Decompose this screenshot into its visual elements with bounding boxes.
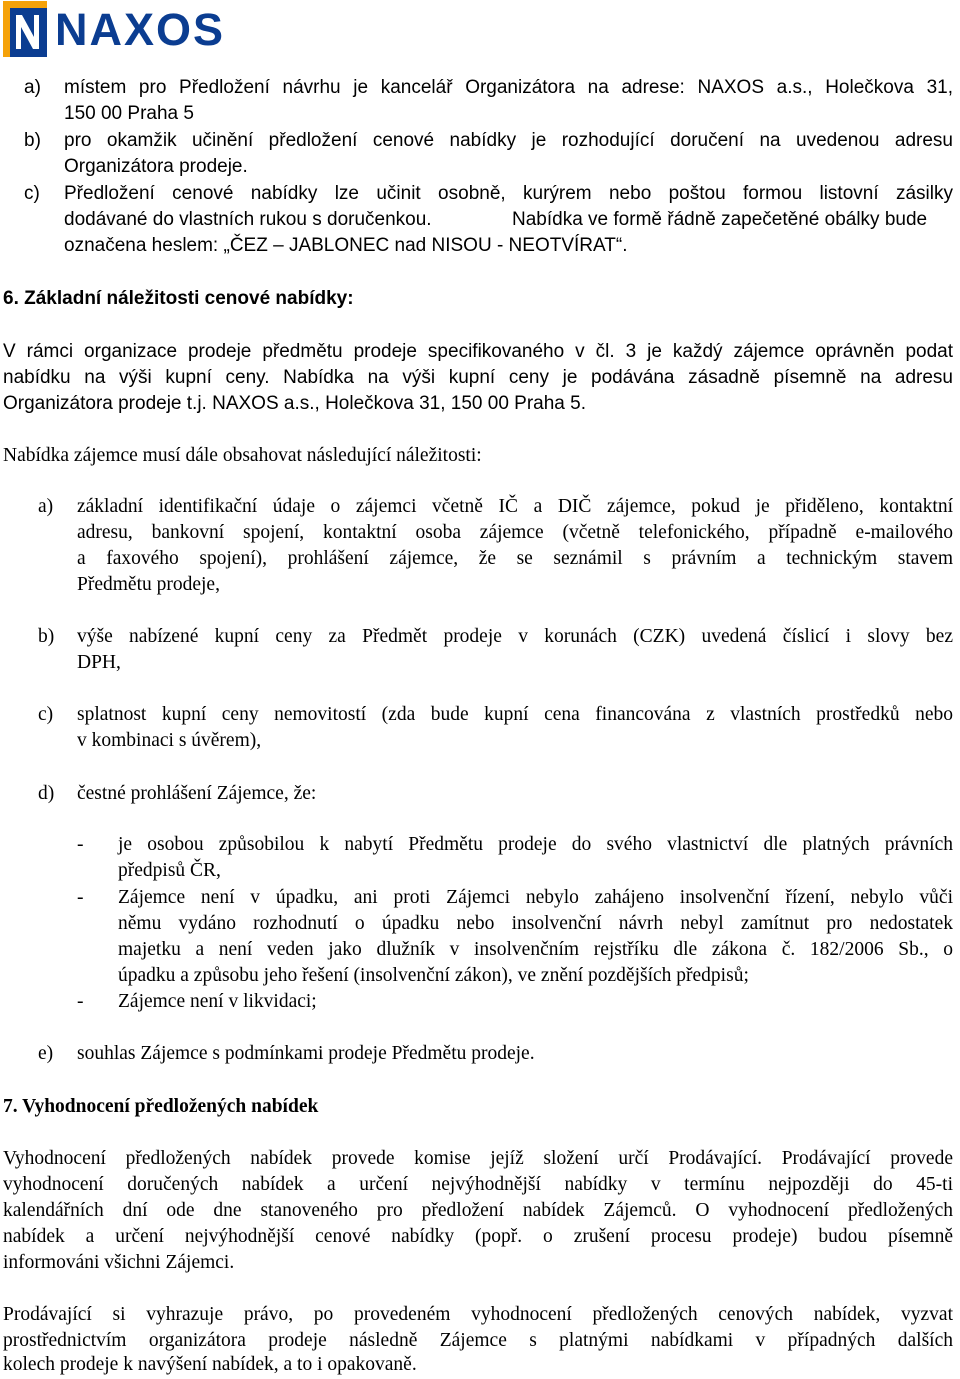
list-item-text: pro okamžik učinění předložení cenové nabídky je rozhodující doručení na uvedenou adresu	[64, 130, 953, 151]
paragraph-line: kalendářních dní ode dne stanoveného pro předložení nabídek Zájemců. O vyhodnocení předložených	[3, 1200, 953, 1221]
paragraph-line: nabídku na výši kupní ceny. Nabídka na výši kupní ceny je podávána zásadně písemně na adresu	[3, 367, 953, 388]
list-marker: e)	[38, 1043, 54, 1064]
list-item-text: základní identifikační údaje o zájemci včetně IČ a DIČ zájemce, pokud je přiděleno, kontaktní	[77, 496, 953, 517]
dash-item-text: předpisů ČR,	[118, 860, 221, 881]
list-item-text: Nabídka ve formě řádně zapečetěné obálky bude	[512, 209, 928, 230]
naxos-logo	[3, 0, 225, 58]
list-marker: b)	[38, 626, 55, 647]
list-item-text: 150 00 Praha 5	[64, 103, 194, 124]
list-marker: a)	[24, 77, 41, 98]
list-item-text: Organizátora prodeje.	[64, 156, 248, 177]
list-item-text: výše nabízené kupní ceny za Předmět prodeje v korunách (CZK) uvedená číslicí i slovy bez	[77, 626, 953, 647]
paragraph-line: vyhodnocení doručených nabídek a určení nejvýhodnější nabídky v termínu nejpozději do 45-ti	[3, 1174, 953, 1195]
list-item-text: souhlas Zájemce s podmínkami prodeje Předmětu prodeje.	[77, 1043, 535, 1064]
section-7-heading: 7. Vyhodnocení předložených nabídek	[3, 1096, 319, 1117]
list-item-text: místem pro Předložení návrhu je kancelář Organizátora na adrese: NAXOS a.s., Holečkova 31,	[64, 77, 953, 98]
paragraph-line: prostřednictvím organizátora prodeje následně Zájemce s platnými nabídkami v případných dalších	[3, 1330, 953, 1351]
logo-text: NAXOS	[55, 3, 226, 55]
section-6-heading: 6. Základní náležitosti cenové nabídky:	[3, 288, 354, 309]
paragraph-line: nabídek a určení nejvýhodnější cenové nabídky (popř. o zrušení procesu prodeje) budou písemně	[3, 1226, 953, 1247]
paragraph-line: V rámci organizace prodeje předmětu prodeje specifikovaného v čl. 3 je každý zájemce oprávněn podat	[3, 341, 953, 362]
paragraph-line: informováni všichni Zájemci.	[3, 1252, 235, 1273]
list-item-text: splatnost kupní ceny nemovitostí (zda bude kupní cena financována z vlastních prostředků nebo	[77, 704, 953, 725]
list-item-text: Předložení cenové nabídky lze učinit osobně, kurýrem nebo poštou formou listovní zásilky	[64, 183, 953, 204]
paragraph-line: Nabídka zájemce musí dále obsahovat následující náležitosti:	[3, 445, 482, 466]
dash-item-text: majetku a není veden jako dlužník v insolvenčním rejstříku dle zákona č. 182/2006 Sb., o	[118, 939, 953, 960]
list-marker: d)	[38, 783, 55, 804]
list-item-text: označena heslem: „ČEZ – JABLONEC nad NISOU - NEOTVÍRAT“.	[64, 235, 628, 256]
dash-marker: -	[77, 887, 84, 908]
list-marker: c)	[38, 704, 54, 725]
dash-item-text: Zájemce není v likvidaci;	[118, 991, 317, 1012]
list-item-text: adresu, bankovní spojení, kontaktní osoba zájemce (včetně telefonického, případně e-mailového	[77, 522, 953, 543]
dash-item-text: Zájemce není v úpadku, ani proti Zájemci nebylo zahájeno insolvenční řízení, nebylo vůči	[118, 887, 953, 908]
paragraph-line: Prodávající si vyhrazuje právo, po provedeném vyhodnocení předložených cenových nabídek, vyzvat	[3, 1304, 953, 1325]
paragraph-line: Vyhodnocení předložených nabídek provede komise jejíž složení určí Prodávající. Prodávající provede	[3, 1148, 953, 1169]
list-marker: a)	[38, 496, 54, 517]
dash-marker: -	[77, 991, 84, 1012]
list-item-text: a faxového spojení), prohlášení zájemce, že se seznámil s právním a technickým stavem	[77, 548, 953, 569]
dash-item-text: je osobou způsobilou k nabytí Předmětu prodeje do svého vlastnictví dle platných právních	[118, 834, 953, 855]
list-item-text: Předmětu prodeje,	[77, 574, 220, 595]
dash-item-text: úpadku a způsobu jeho řešení (insolvenční zákon), ve znění pozdějších předpisů;	[118, 965, 749, 986]
list-marker: c)	[24, 183, 40, 204]
list-item-text: dodávané do vlastních rukou s doručenkou.	[64, 209, 432, 230]
list-item-text: v kombinaci s úvěrem),	[77, 730, 262, 751]
list-marker: b)	[24, 130, 41, 151]
paragraph-line: kolech prodeje k navýšení nabídek, a to i opakovaně.	[3, 1354, 417, 1375]
naxos-logo-mark-icon	[3, 1, 47, 57]
paragraph-line: Organizátora prodeje t.j. NAXOS a.s., Holečkova 31, 150 00 Praha 5.	[3, 393, 586, 414]
list-item-text: čestné prohlášení Zájemce, že:	[77, 783, 317, 804]
dash-item-text: němu vydáno rozhodnutí o úpadku nebo insolvenční návrh nebyl zamítnut pro nedostatek	[118, 913, 953, 934]
dash-marker: -	[77, 834, 84, 855]
list-item-text: DPH,	[77, 652, 121, 673]
